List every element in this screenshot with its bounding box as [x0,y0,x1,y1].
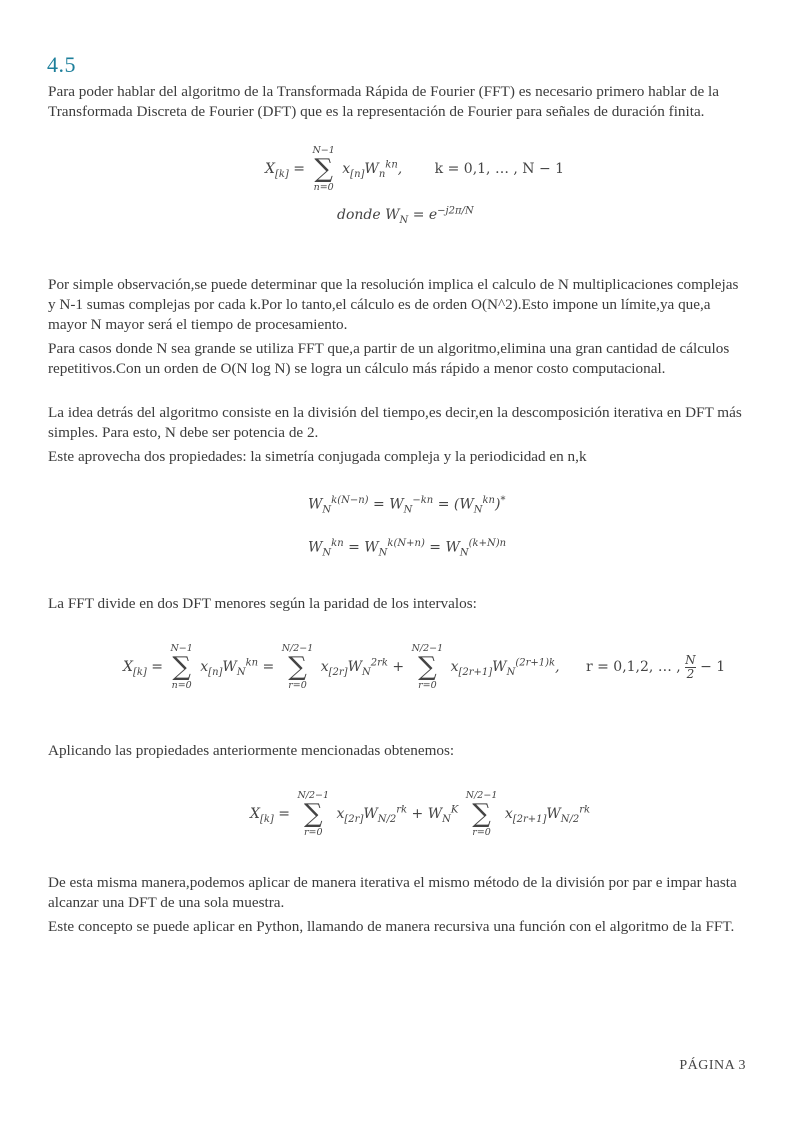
paragraph-python: Este concepto se puede aplicar en Python, llamando de manera recursiva una función con el algoritmo de la FFT. [48,918,735,935]
page-number: PÁGINA 3 [679,1058,746,1073]
paragraph-fft-advantage: Para casos donde N sea grande se utiliza FFT que,a partir de un algoritmo,elimina una gran cantidad de cálculos repetitivos.Con un orden de O(N log N) se logra un cálculo más rápido a menor costo computacional. [48,340,730,377]
summation-symbol: N−1 ∑ n=0 [312,145,335,193]
paragraph-split: La FFT divide en dos DFT menores según la paridad de los intervalos: [48,595,477,612]
paragraph-properties: Este aprovecha dos propiedades: la simetría conjugada compleja y la periodicidad en n,k [48,448,587,465]
paragraph-complexity: Por simple observación,se puede determinar que la resolución implica el calculo de N multiplicaciones complejas y N-1 sumas complejas por cada k.Por lo tanto,el cálculo es de orden O(N^2).Esto impone un límite,ya que,a mayor N mayor será el tiempo de procesamiento. [48,276,739,333]
paragraph-applying: Aplicando las propiedades anteriormente mencionadas obtenemos: [48,742,455,759]
section-heading: 4.5 [47,52,76,77]
equation-symmetry: $W_N^{k(N-n)} = W_N^{-kn} = (W_N^{kn})^*$ [308,495,506,516]
equation-split: $X_{[k]}$ = N−1 ∑ n=0 $x_{[n]}W_N^{kn}$ = N/2−1 ∑ r=0 $x_{[2r]}W_N^{2rk}$ + N/2−1 ∑ r=0 $x_{[2r+1]}W_N^{(2r+1)k}$, r = 0,1,2, … , $\frac{N}{2}$ − 1 [123,643,726,691]
equation-twiddle: donde $W_N = e^{-j2\pi/N}$ [337,205,474,226]
equation-dft: $X_{[k]}$ = N−1 ∑ n=0 $x_{[n]}W_n^{kn}$, k = 0,1, … , N − 1 [265,145,565,193]
equation-final: $X_{[k]}$ = N/2−1 ∑ r=0 $x_{[2r]}W_{N/2}^{rk} + W_N^K$ N/2−1 ∑ r=0 $x_{[2r+1]}W_{N/2}^{rk}$ [250,790,591,838]
paragraph-iterative: De esta misma manera,podemos aplicar de manera iterativa el mismo método de la división por par e impar hasta alcanzar una DFT de una sola muestra. [48,874,737,911]
paragraph-intro: Para poder hablar del algoritmo de la Transformada Rápida de Fourier (FFT) es necesario primero hablar de la Transformada Discreta de Fourier (DFT) que es la representación de Fourier para señales de duración finita. [48,83,719,120]
equation-periodicity: $W_N^{kn} = W_N^{k(N+n)} = W_N^{(k+N)n}$ [308,538,507,559]
paragraph-idea: La idea detrás del algoritmo consiste en la división del tiempo,es decir,en la descomposición iterativa en DFT más simples. Para esto, N debe ser potencia de 2. [48,404,742,441]
